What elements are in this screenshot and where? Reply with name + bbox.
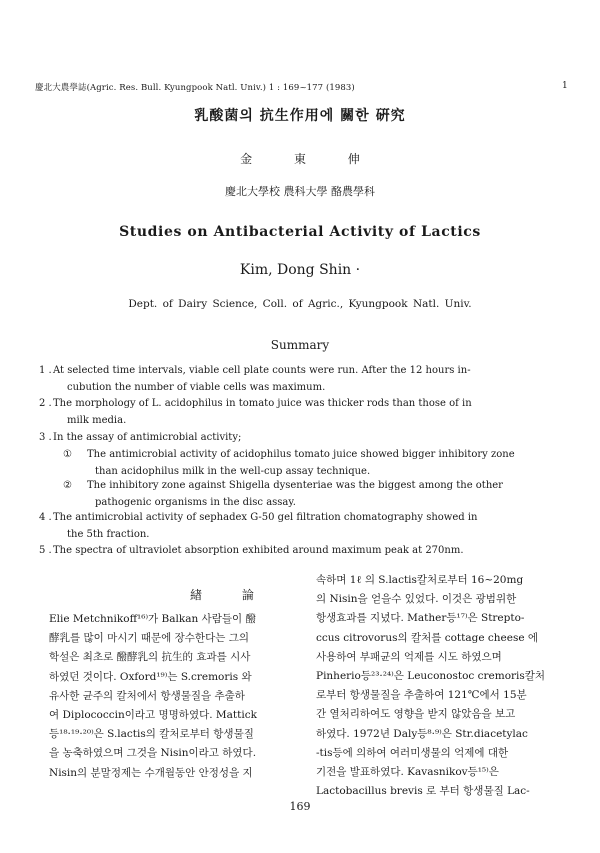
text-line: 사용하여 부패균의 억제를 시도 하였으며: [316, 650, 502, 663]
text-line: Pinherio등²³·²⁴⁾은 Leuconostoc cremoris칼처: [316, 670, 546, 683]
item-line: milk media.: [67, 415, 127, 426]
journal-citation: 慶北大農學誌(Agric. Res. Bull. Kyungpook Natl. Univ.) 1 : 169~177 (1983): [35, 83, 355, 93]
text-line: 로부터 항생물질을 추출하여 121℃에서 15분: [316, 689, 527, 702]
text-line: 속하며 1ℓ 의 S.lactis칼처로부터 16~20mg: [316, 574, 524, 586]
subitem-number: ②: [63, 480, 72, 491]
item-line: cubution the number of viable cells was maximum.: [67, 382, 326, 393]
english-author: Kim, Dong Shin ·: [239, 262, 361, 278]
item-line: The antimicrobial activity of sephadex G-50 gel filtration chomatography showed in: [53, 512, 478, 523]
subitem-line: The inhibitory zone against Shigella dysenteriae was the biggest among the other: [87, 480, 503, 491]
korean-title: 乳酸菌의 抗生作用에 關한 硏究: [194, 108, 406, 124]
text-line: 酵乳를 많이 마시기 때문에 장수한다는 그의: [49, 632, 249, 645]
text-line: 의 Nisin을 얻을수 있었다. 이것은 광범위한: [316, 593, 517, 606]
text-line: 기전을 발표하였다. Kavasnikov등¹⁵⁾은: [316, 766, 499, 779]
item-number: 4 .: [39, 512, 52, 523]
item-number: 1 .: [39, 365, 52, 376]
item-number: 5 .: [39, 545, 52, 556]
text-line: 유사한 균주의 칼처에서 항생물질을 추출하: [49, 689, 245, 702]
item-line: The spectra of ultraviolet absorption exhibited around maximum peak at 270nm.: [53, 545, 464, 556]
header-page-number: 1: [562, 81, 568, 91]
korean-author: 金 東 伸: [240, 152, 360, 166]
text-line: 간 열처리하여도 영향을 받지 않았음을 보고: [316, 708, 516, 721]
item-line: At selected time intervals, viable cell plate counts were run. After the 12 hours in-: [53, 365, 471, 376]
subitem-line: The antimicrobial activity of acidophilus tomato juice showed bigger inhibitory zone: [87, 449, 515, 460]
item-line: The morphology of L. acidophilus in tomato juice was thicker rods than those of in: [53, 398, 472, 409]
text-line: Lactobacillus brevis 로 부터 항생물질 Lac-: [316, 785, 530, 798]
subitem-line: than acidophilus milk in the well-cup assay technique.: [95, 466, 371, 477]
summary-heading: Summary: [270, 338, 330, 352]
text-line: 등¹⁸·¹⁹·²⁰⁾은 S.lactis의 칼처로부터 항생물질: [49, 728, 254, 741]
footer-page-number: 169: [289, 800, 311, 813]
item-number: 3 .: [39, 432, 52, 443]
introduction-heading: 緖 論: [190, 588, 254, 602]
text-line: Elie Metchnikoff¹⁶⁾가 Balkan 사람들이 醱: [49, 613, 256, 625]
subitem-number: ①: [63, 449, 72, 460]
subitem-line: pathogenic organisms in the disc assay.: [95, 497, 296, 508]
text-line: 여 Diplococcin이라고 명명하였다. Mattick: [49, 709, 257, 722]
intro-right-column: [316, 571, 545, 801]
text-line: 을 농축하였으며 그것을 Nisin이라고 하였다.: [49, 747, 257, 760]
text-line: 하였던 것이다. Oxford¹⁹⁾는 S.cremoris 와: [49, 670, 252, 683]
english-affiliation: Dept. of Dairy Science, Coll. of Agric., Kyungpook Natl. Univ.: [128, 298, 472, 310]
intro-left-column: [49, 610, 257, 783]
text-line: 하였다. 1972년 Daly등⁸·⁹⁾은 Str.diacetylac: [316, 727, 528, 740]
english-title: Studies on Antibacterial Activity of Lactics: [119, 224, 481, 240]
item-line: the 5th fraction.: [67, 529, 150, 540]
text-line: Nisin의 분말정제는 수개월동안 안정성을 지: [49, 766, 253, 779]
item-number: 2 .: [39, 398, 52, 409]
text-line: ccus citrovorus의 칼처를 cottage cheese 에: [316, 631, 539, 644]
item-line: In the assay of antimicrobial activity;: [53, 432, 242, 443]
korean-affiliation: 慶北大學校 農科大學 酪農學科: [225, 185, 375, 198]
text-line: 학설은 최초로 醱酵乳의 抗生的 효과를 시사: [49, 651, 251, 664]
text-line: -tis등에 의하여 여러미생물의 억제에 대한: [316, 746, 509, 759]
text-line: 항생효과를 지녔다. Mather등¹⁷⁾은 Strepto-: [316, 612, 525, 625]
